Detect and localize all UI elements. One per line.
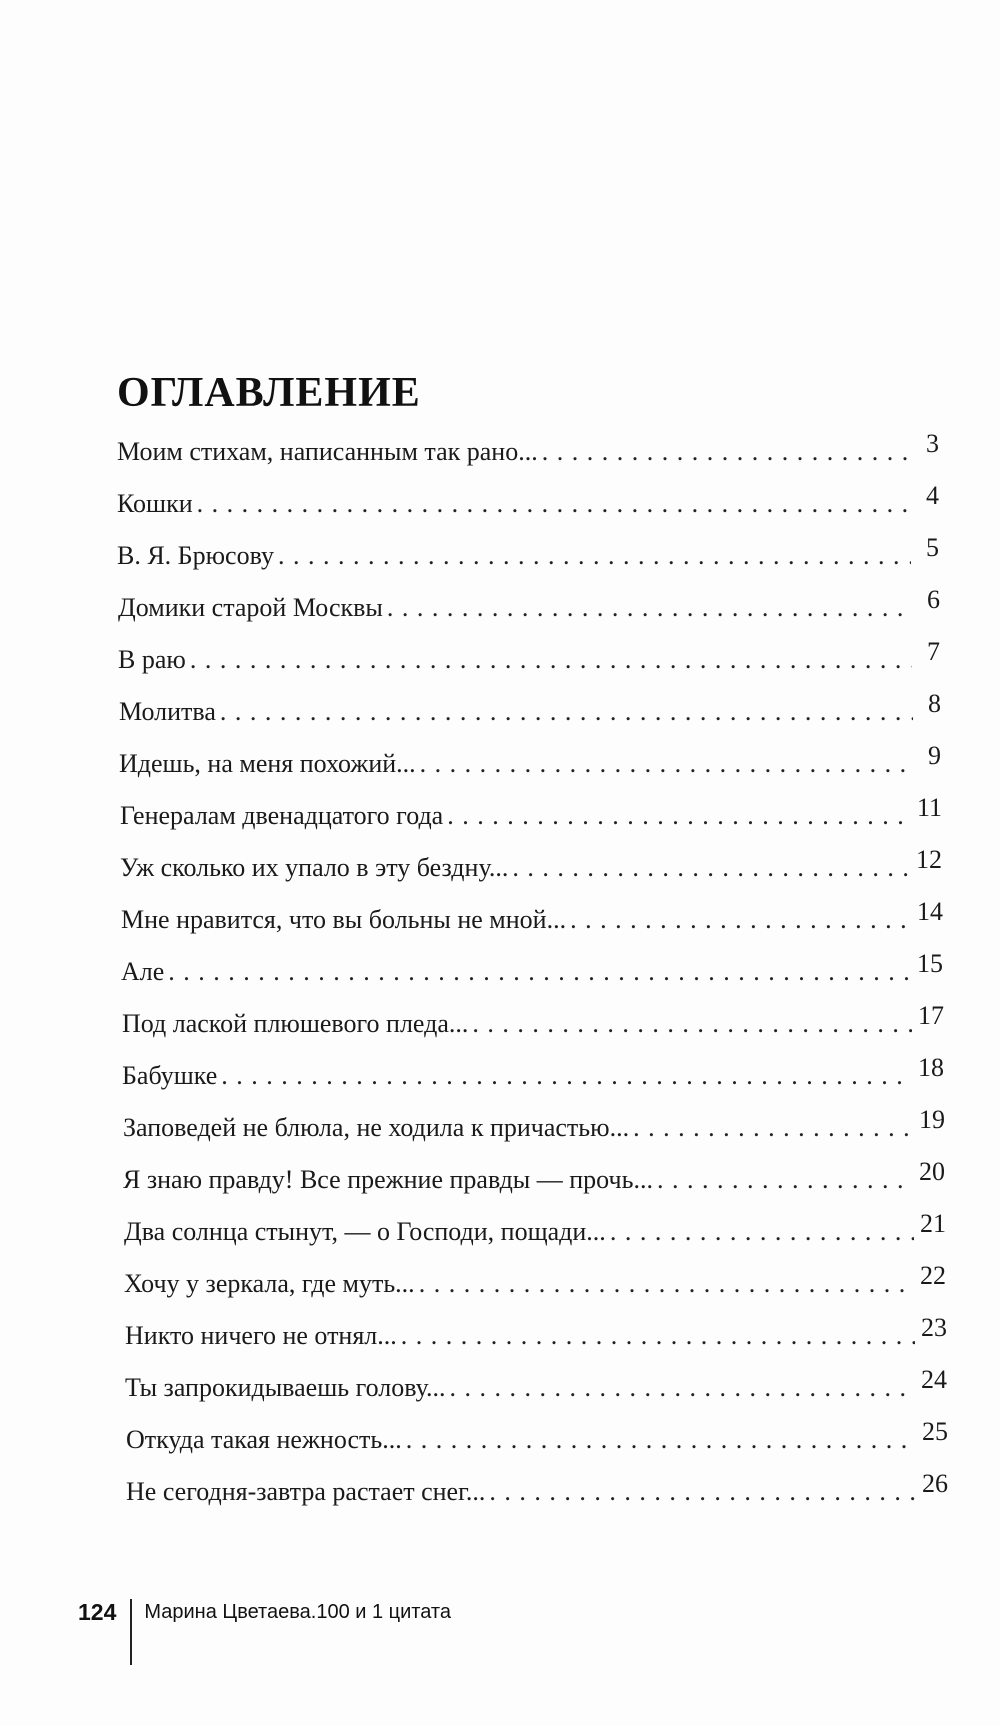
page-footer	[78, 1597, 451, 1667]
toc-entry-page: 19	[919, 1105, 945, 1134]
dot-leader	[419, 1264, 914, 1304]
toc-entry	[126, 1417, 948, 1460]
toc-entry	[118, 637, 940, 680]
toc-entry-title: Кошки	[117, 489, 193, 518]
toc-entry	[121, 949, 943, 992]
page-title: ОГЛАВЛЕНИЕ	[117, 370, 421, 416]
dot-leader	[570, 900, 911, 940]
toc-entry-title: Два солнца стынут, — о Господи, пощади...	[124, 1217, 606, 1246]
dot-leader	[633, 1108, 913, 1148]
toc-entry	[125, 1313, 947, 1356]
dot-leader	[278, 536, 911, 576]
toc-entry-title: Генералам двенадцатого года	[120, 801, 444, 830]
dot-leader	[542, 432, 911, 472]
toc-entry-title: Моим стихам, написанным так рано...	[117, 437, 538, 466]
toc-entry-title: Хочу у зеркала, где муть...	[124, 1269, 415, 1298]
toc-entry-page: 17	[918, 1001, 944, 1030]
toc-entry-page: 23	[921, 1313, 947, 1342]
toc-entry	[118, 585, 940, 628]
toc-entry-page: 11	[916, 793, 942, 822]
dot-leader	[220, 692, 913, 732]
toc-entry-title: Не сегодня-завтра растает снег...	[126, 1477, 486, 1506]
toc-entry	[120, 793, 942, 836]
toc-entry-page: 4	[926, 481, 939, 510]
footer-book-title: Марина Цветаева.100 и 1 цитата	[144, 1601, 451, 1623]
footer-divider	[130, 1599, 132, 1665]
toc-entry	[121, 897, 943, 940]
toc-entry	[119, 689, 941, 732]
toc-entry-page: 21	[920, 1209, 946, 1238]
toc-entry-page: 20	[919, 1157, 945, 1186]
toc-entry	[124, 1261, 946, 1304]
footer-page-number: 124	[78, 1599, 117, 1625]
toc-entry-page: 25	[922, 1417, 948, 1446]
dot-leader	[472, 1004, 912, 1044]
dot-leader	[221, 1056, 912, 1096]
dot-leader	[489, 1472, 916, 1512]
toc-entry-title: Мне нравится, что вы больны не мной...	[121, 905, 567, 934]
toc-entry-title: Домики старой Москвы	[118, 593, 383, 622]
dot-leader	[168, 952, 911, 992]
dot-leader	[610, 1212, 914, 1252]
toc-entry-title: Заповедей не блюла, не ходила к причастью...	[123, 1113, 630, 1142]
toc-entry	[117, 429, 939, 472]
toc-entry-title: Я знаю правду! Все прежние правды — прочь...	[123, 1165, 653, 1194]
toc-entry	[126, 1469, 948, 1512]
toc-entry-page: 12	[916, 845, 942, 874]
toc-entry-page: 8	[928, 689, 941, 718]
toc-entry-title: Откуда такая нежность...	[126, 1425, 402, 1454]
toc-entry-page: 15	[917, 949, 943, 978]
dot-leader	[401, 1316, 915, 1356]
toc-entry	[124, 1209, 946, 1252]
dot-leader	[447, 796, 911, 836]
toc-entry-page: 3	[926, 429, 939, 458]
dot-leader	[657, 1160, 913, 1200]
toc-entry-title: Ты запрокидываешь голову...	[125, 1373, 446, 1402]
toc-entry-page: 5	[926, 533, 939, 562]
toc-entry-page: 18	[918, 1053, 944, 1082]
toc-entry	[123, 1157, 945, 1200]
toc-entry-page: 9	[928, 741, 941, 770]
dot-leader	[387, 588, 912, 628]
toc-entry-title: Никто ничего не отнял...	[125, 1321, 397, 1350]
toc-entry-page: 24	[921, 1365, 947, 1394]
toc-entry	[119, 741, 941, 784]
toc-entry-title: Уж сколько их упало в эту бездну...	[120, 853, 509, 882]
dot-leader	[190, 640, 912, 680]
toc-entry	[120, 845, 942, 888]
dot-leader	[420, 744, 913, 784]
dot-leader	[450, 1368, 915, 1408]
toc-entry	[117, 533, 939, 576]
toc-entry-page: 22	[920, 1261, 946, 1290]
toc-entry-page: 14	[917, 897, 943, 926]
toc-entry-title: Молитва	[119, 697, 216, 726]
toc-entry	[122, 1001, 944, 1044]
toc-entry-page: 7	[927, 637, 940, 666]
toc-entry-title: Бабушке	[122, 1061, 218, 1090]
toc-entry	[122, 1053, 944, 1096]
dot-leader	[406, 1420, 916, 1460]
toc-entry-title: В. Я. Брюсову	[117, 541, 274, 570]
dot-leader	[197, 484, 911, 524]
toc-entry	[123, 1105, 945, 1148]
toc-entry-page: 6	[927, 585, 940, 614]
toc-entry	[125, 1365, 947, 1408]
toc-entry-page: 26	[922, 1469, 948, 1498]
toc-entry-title: Под лаской плюшевого пледа...	[122, 1009, 469, 1038]
toc-entry	[117, 481, 939, 524]
toc-entry-title: В раю	[118, 645, 186, 674]
toc-entry-title: Идешь, на меня похожий...	[119, 749, 416, 778]
toc-entry-title: Але	[121, 957, 165, 986]
dot-leader	[512, 848, 910, 888]
